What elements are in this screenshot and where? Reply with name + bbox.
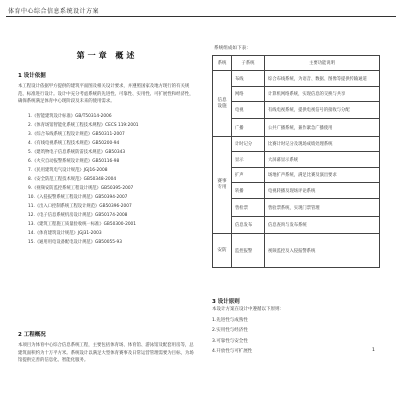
list-item: 13.《建筑工程施工质量验收统一标准》GB50300-2001 xyxy=(28,221,137,227)
subsystem-name: 广播 xyxy=(232,119,265,137)
standards-list xyxy=(28,112,196,247)
subsystem-name: 布线 xyxy=(232,71,265,87)
list-item: 9.《视频安防监控系统工程设计规范》GB50395-2007 xyxy=(28,185,134,191)
subsystem-desc: 售验票系统，实现门票管理 xyxy=(265,199,380,217)
group-label: 安防 xyxy=(213,234,232,268)
chapter-title: 第一章 概述 xyxy=(76,51,138,60)
subsystem-name: 计时记分 xyxy=(232,137,265,152)
table-row xyxy=(213,119,380,137)
section-paragraph-basis: 本工程设计依据甲方提供的建筑平面图及相关设计要求，并遵照国家及地方现行的有关规范、标准进行设计。设计中充分考虑系统的先进性、可靠性、实用性、可扩展性和经济性，确保系统满足体育中心现阶段及未来的使用需求。 xyxy=(18,84,194,105)
list-item: 5.《建筑物电子信息系统防雷技术规范》GB50343 xyxy=(28,149,126,155)
list-item: 本设计方案在设计中遵循以下原则： xyxy=(212,307,284,312)
subsystem-name: 售检票 xyxy=(232,199,265,217)
group-label: 信息设施 xyxy=(213,71,232,137)
system-table xyxy=(212,55,380,268)
subsystem-desc: 计算机网络系统，实现信息的交换与共享 xyxy=(265,87,380,102)
section-heading-principles: 3 设计原则 xyxy=(212,299,240,305)
table-row xyxy=(213,217,380,234)
subsystem-desc: 公共广播系统，兼作紧急广播使用 xyxy=(265,119,380,137)
list-item: 3.可靠性与安全性 xyxy=(212,338,248,344)
header-rule xyxy=(6,16,396,17)
list-item: 3.《综合布线系统工程设计规范》GB50311-2007 xyxy=(28,131,125,137)
subsystem-name: 网络 xyxy=(232,87,265,102)
page-number: 1 xyxy=(372,348,375,353)
table-row xyxy=(213,137,380,152)
section-principles xyxy=(212,297,384,358)
table-header-cell: 系统 xyxy=(213,56,232,71)
subsystem-name: 扩声 xyxy=(232,168,265,183)
table-row xyxy=(213,183,380,199)
table-row xyxy=(213,102,380,119)
table-row xyxy=(213,71,380,87)
subsystem-name: 信息发布 xyxy=(232,217,265,234)
table-row xyxy=(213,168,380,183)
left-column xyxy=(18,22,196,247)
section-paragraph-overview: 本项目为体育中心综合信息系统工程，主要包括体育场、体育馆、游泳馆及配套用房等，总建筑面积约为十万平方米。系统设计以满足大型体育赛事及日常运营管理需要为目标，为场馆提供完善的信息化、智能化服务。 xyxy=(18,343,194,364)
table-row xyxy=(213,234,380,268)
list-item: 1.先进性与成熟性 xyxy=(212,317,248,323)
list-item: 7.《民用建筑电气设计规范》JGJ16-2008 xyxy=(28,167,108,173)
table-caption: 系统组成如下表： xyxy=(214,46,251,51)
subsystem-desc: 有线电视系统，提供电视信号的接收与分配 xyxy=(265,102,380,119)
group-label: 赛事专用 xyxy=(213,137,232,234)
subsystem-name: 显示 xyxy=(232,152,265,168)
subsystem-desc: 比赛计时记分及现场成绩处理系统 xyxy=(265,137,380,152)
running-header: 体育中心综合信息系统设计方案 xyxy=(8,8,100,15)
list-item: 8.《安全防范工程技术规范》GB50348-2004 xyxy=(28,176,117,182)
subsystem-desc: 综合布线系统，为语音、数据、图像等提供传输通道 xyxy=(265,71,380,87)
section-heading-overview: 2 工程概况 xyxy=(18,332,46,338)
table-header-cell: 子系统 xyxy=(232,56,265,71)
subsystem-name: 电视 xyxy=(232,102,265,119)
list-item: 10.《入侵报警系统工程设计规范》GB50394-2007 xyxy=(28,194,128,200)
table-header-cell: 主要功能说明 xyxy=(265,56,380,71)
list-item: 2.实用性与经济性 xyxy=(212,328,248,333)
subsystem-name: 转播 xyxy=(232,183,265,199)
table-row xyxy=(213,87,380,102)
table-row xyxy=(213,199,380,217)
table-row xyxy=(213,152,380,168)
list-item: 4.开放性与可扩展性 xyxy=(212,349,253,354)
subsystem-desc: 场地扩声系统，满足比赛及演出要求 xyxy=(265,168,380,183)
list-item: 2.《体育场馆智能化系统工程技术规程》CECS 119:2001 xyxy=(28,122,139,128)
list-item: 4.《有线电视系统工程技术规范》GB50200-94 xyxy=(28,140,120,146)
list-item: 14.《体育建筑设计规范》JGJ31-2003 xyxy=(28,230,102,236)
subsystem-desc: 电视转播及现场评论系统 xyxy=(265,183,380,199)
subsystem-desc: 信息查询与发布系统 xyxy=(265,217,380,234)
list-item: 11.《出入口控制系统工程设计规范》GB50396-2007 xyxy=(28,203,132,209)
subsystem-name: 监控报警 xyxy=(232,234,265,268)
subsystem-desc: 视频监控及入侵报警系统 xyxy=(265,234,380,268)
table-header-row xyxy=(213,56,380,71)
list-item: 1.《智能建筑设计标准》GB/T50314-2006 xyxy=(28,113,112,119)
section-overview xyxy=(18,320,196,365)
subsystem-desc: 大屏幕显示系统 xyxy=(265,152,380,168)
list-item: 12.《电子信息系统机房设计规范》GB50174-2008 xyxy=(28,212,128,218)
list-item: 6.《火灾自动报警系统设计规范》GB50116-98 xyxy=(28,158,120,164)
section-heading-basis: 1 设计依据 xyxy=(18,73,46,79)
list-item: 15.《通用用电设备配电设计规范》GB50055-93 xyxy=(28,239,122,245)
